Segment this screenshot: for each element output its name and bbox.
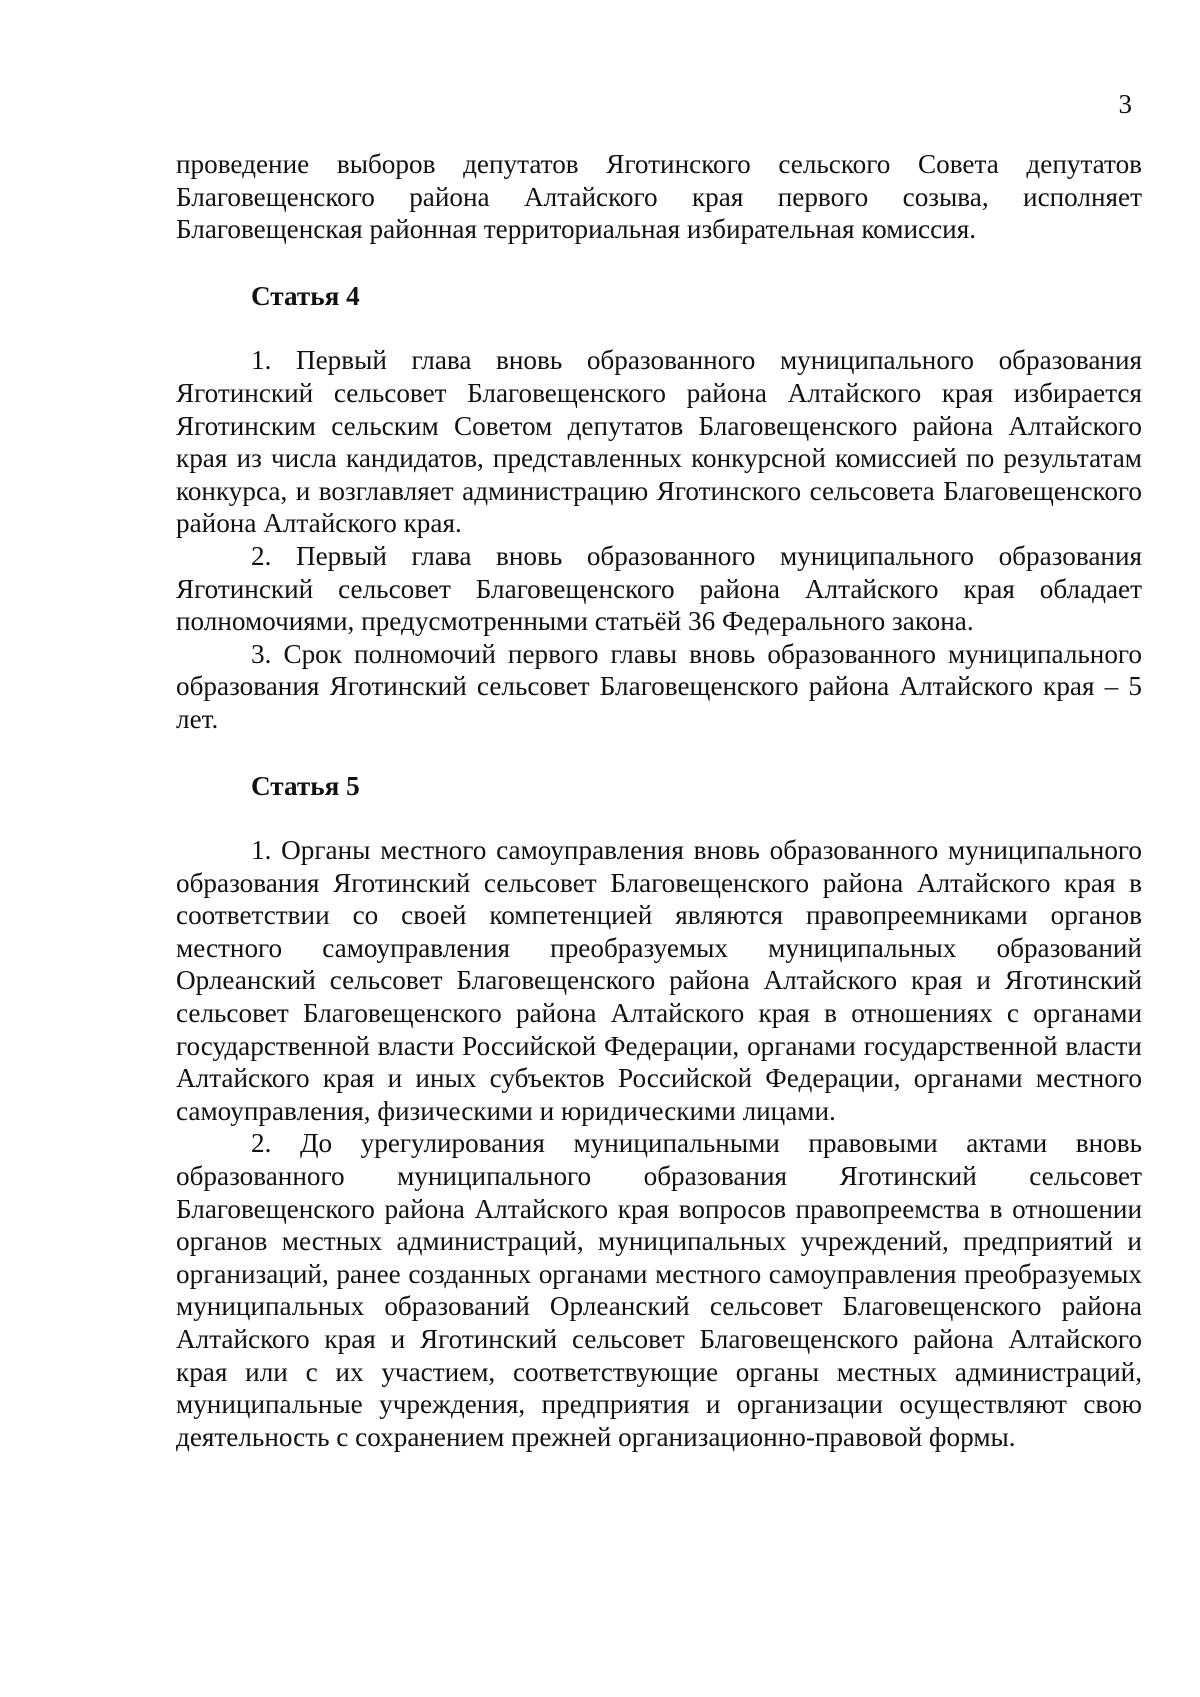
article-4-paragraph-3: 3. Срок полномочий первого главы вновь образованного муниципального образования Яготинский сельсовет Благовещенского района Алтайского края – 5 лет. [176,638,1142,734]
article-5-paragraph-1: 1. Органы местного самоуправления вновь образованного муниципального образования Яготинский сельсовет Благовещенского района Алтайского края в соответствии со своей компетенцией являются правопреемниками органов местного самоуправления преобразуемых муниципальных образований Орлеанский сельсовет Благовещенского района Алтайского края и Яготинский сельсовет Благовещенского района Алтайского края в отношениях с органами государственной власти Российской Федерации, органами государственной власти Алтайского края и иных субъектов Российской Федерации, органами местного самоуправления, физическими и юридическими лицами. [176,835,1142,1126]
article-5-paragraph-2: 2. До урегулирования муниципальными правовыми актами вновь образованного муниципального образования Яготинский сельсовет Благовещенского района Алтайского края вопросов правопреемства в отношении органов местных администраций, муниципальных учреждений, предприятий и организаций, ранее созданных органами местного самоуправления преобразуемых муниципальных образований Орлеанский сельсовет Благовещенского района Алтайского края и Яготинский сельсовет Благовещенского района Алтайского края или с их участием, соответствующие органы местных администраций, муниципальные учреждения, предприятия и организации осуществляют свою деятельность с сохранением прежней организационно-правовой формы. [176,1128,1142,1452]
intro-paragraph: проведение выборов депутатов Яготинского сельского Совета депутатов Благовещенского района Алтайского края первого созыва, исполняет Благовещенская районная территориальная избирательная комиссия. [176,149,1142,245]
article-4-paragraph-2: 2. Первый глава вновь образованного муниципального образования Яготинский сельсовет Благовещенского района Алтайского края обладает полномочиями, предусмотренными статьёй 36 Федерального закона. [176,540,1142,637]
document-body [176,148,1142,1453]
page-number: 3 [1118,89,1132,119]
article-5-heading: Статья 5 [251,770,360,801]
article-4-heading: Статья 4 [251,280,360,311]
article-4-paragraph-1: 1. Первый глава вновь образованного муниципального образования Яготинский сельсовет Благовещенского района Алтайского края избирается Яготинским сельским Советом депутатов Благовещенского района Алтайского края из числа кандидатов, представленных конкурсной комиссией по результатам конкурса, и возглавляет администрацию Яготинского сельсовета Благовещенского района Алтайского края. [176,345,1142,539]
